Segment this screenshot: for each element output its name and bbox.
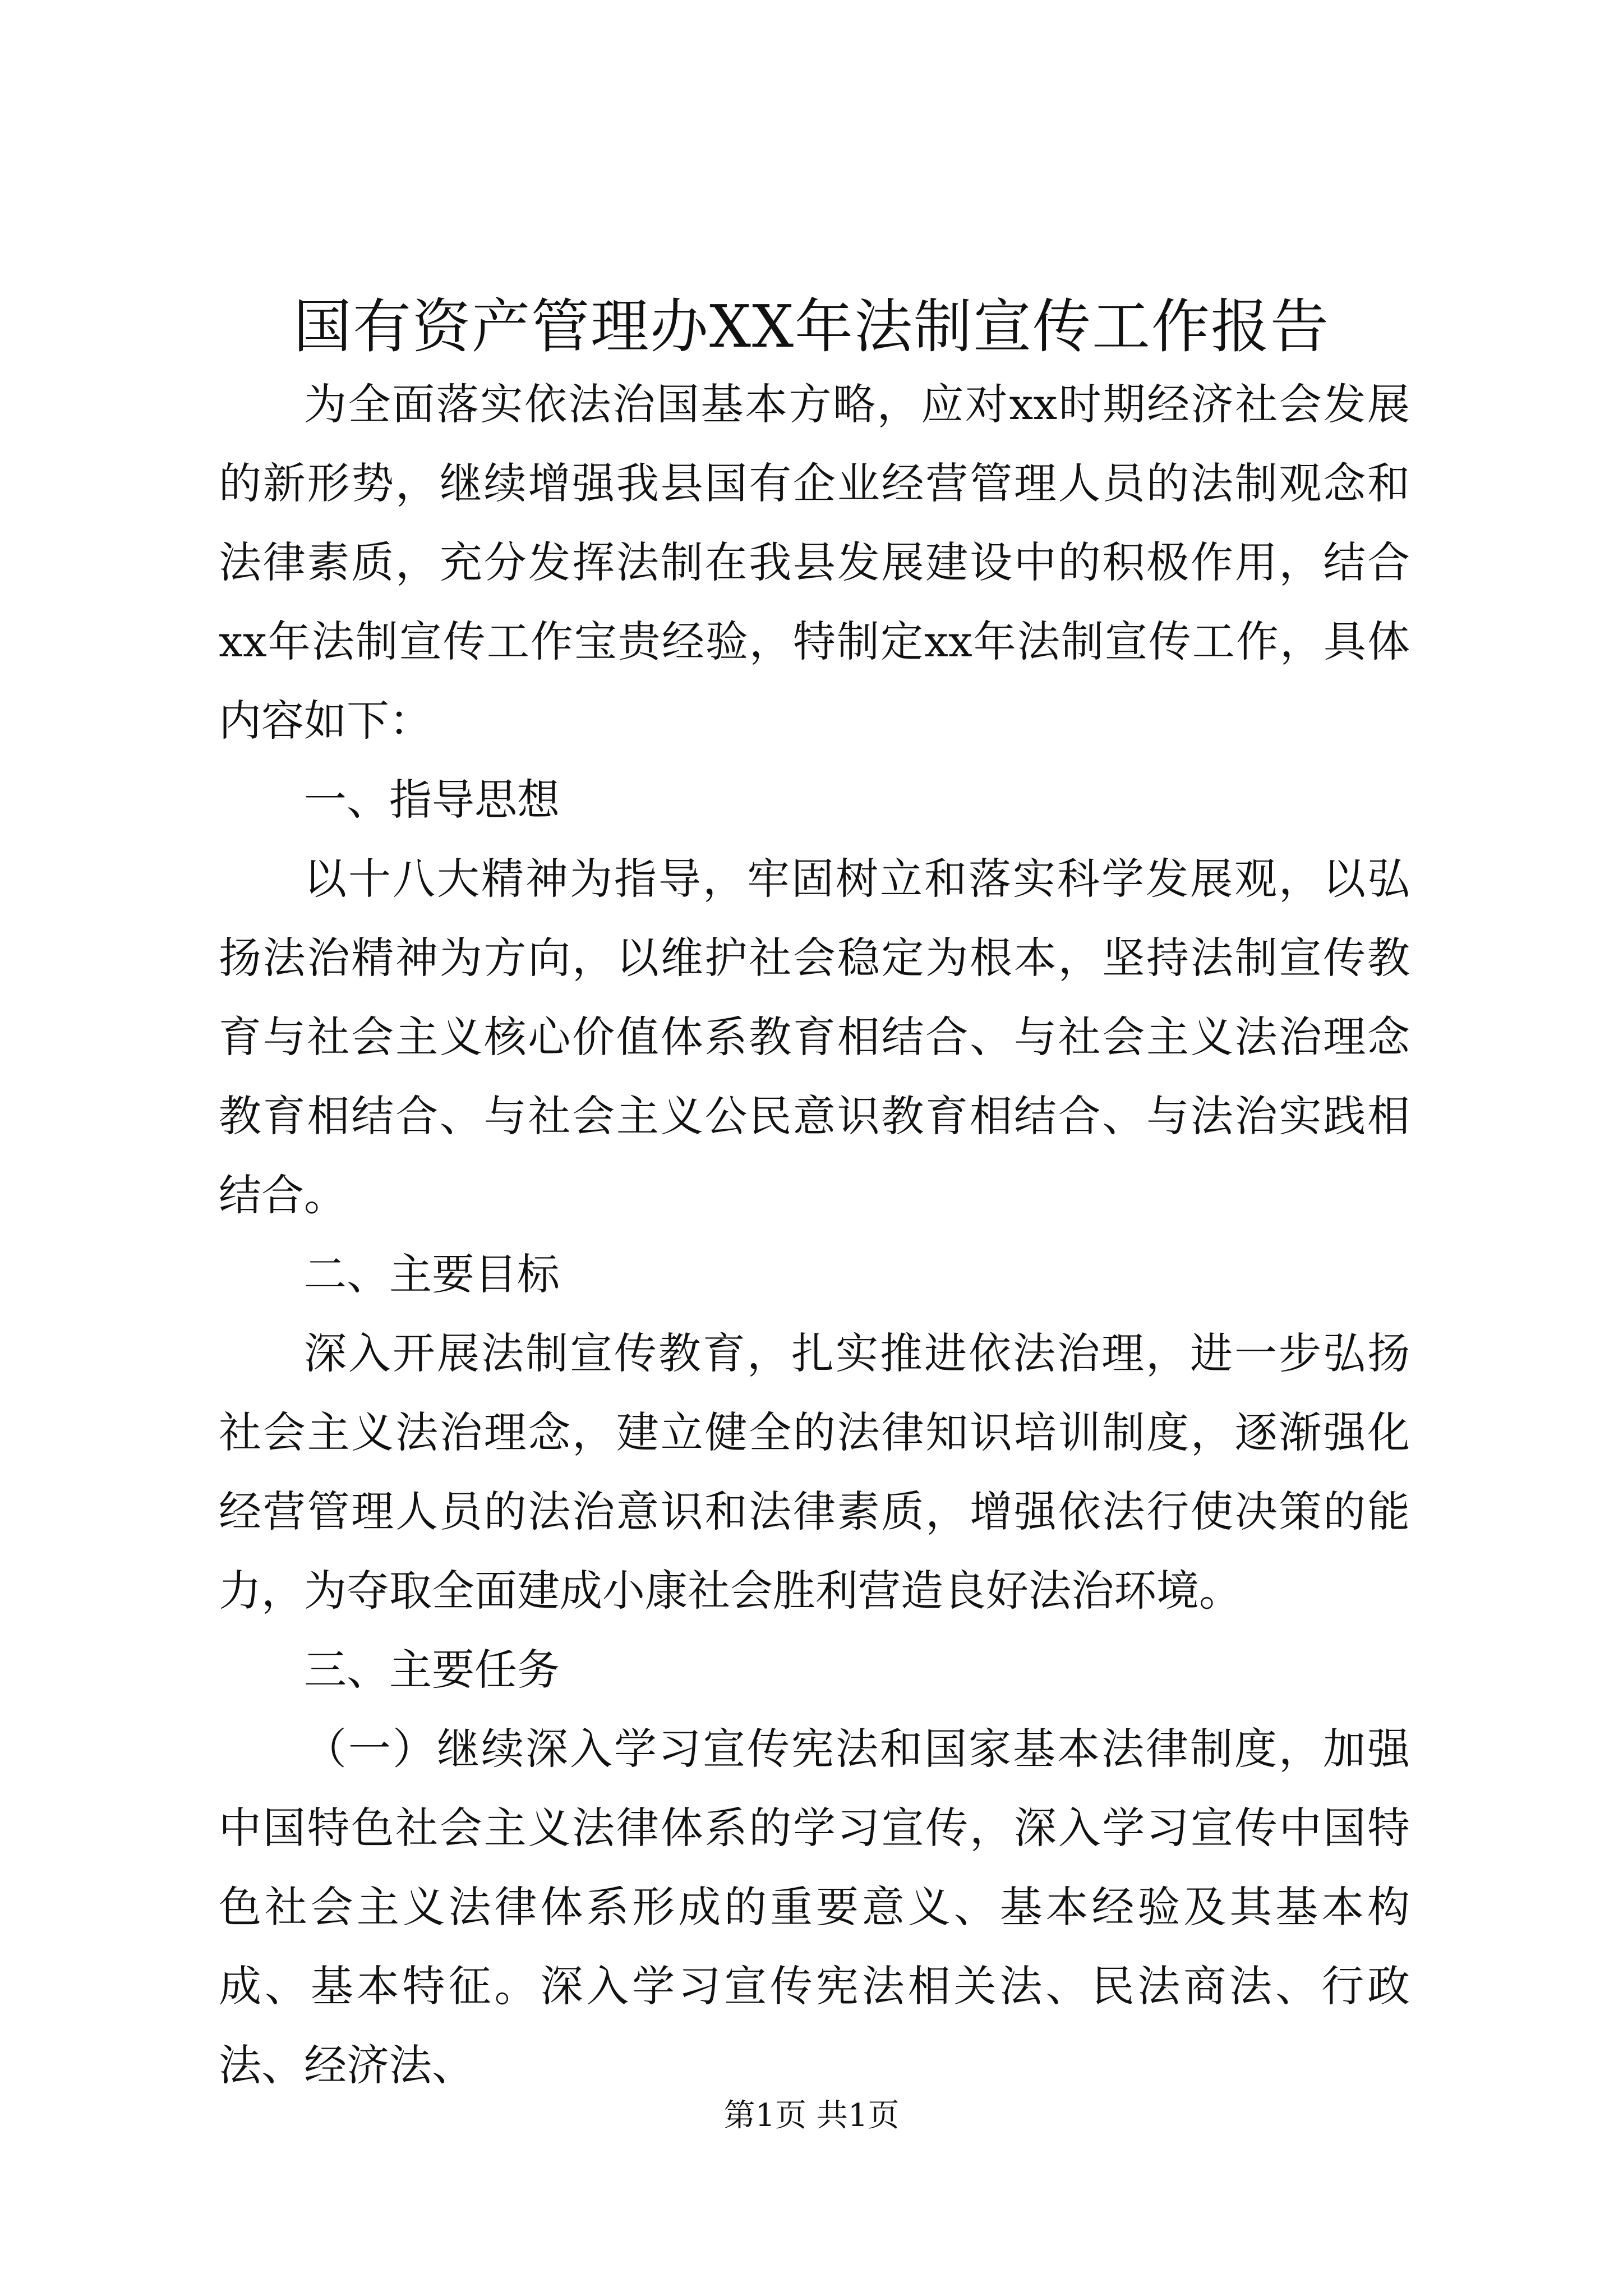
- section-paragraph-main-goals: 深入开展法制宣传教育，扎实推进依法治理，进一步弘扬社会主义法治理念，建立健全的法律知识培训制度，逐渐强化经营管理人员的法治意识和法律素质，增强依法行使决策的能力，为夺取全面建成小康社会胜利营造良好法治环境。: [219, 1328, 1410, 1616]
- page-footer: 第1页 共1页: [723, 2097, 900, 2134]
- intro-paragraph: 为全面落实依法治国基本方略，应对xx时期经济社会发展的新形势，继续增强我县国有企业经营管理人员的法制观念和法律素质，充分发挥法制在我县发展建设中的积极作用，结合xx年法制宣传工作宝贵经验，特制定xx年法制宣传工作，具体内容如下：: [219, 379, 1410, 746]
- document-body: [219, 365, 1410, 2105]
- section-heading-main-goals: 二、主要目标: [304, 1249, 560, 1299]
- document-title: 国有资产管理办XX年法制宣传工作报告: [293, 292, 1330, 361]
- section-heading-guiding-ideology: 一、指导思想: [304, 775, 560, 825]
- section-heading-main-tasks: 三、主要任务: [304, 1645, 560, 1695]
- task-item-1-paragraph: （一）继续深入学习宣传宪法和国家基本法律制度，加强中国特色社会主义法律体系的学习宣传，深入学习宣传中国特色社会主义法律体系形成的重要意义、基本经验及其基本构成、基本特征。深入学习宣传宪法相关法、民法商法、行政法、经济法、: [219, 1724, 1410, 2090]
- section-paragraph-guiding-ideology: 以十八大精神为指导，牢固树立和落实科学发展观，以弘扬法治精神为方向，以维护社会稳定为根本，坚持法制宣传教育与社会主义核心价值体系教育相结合、与社会主义法治理念教育相结合、与社会主义公民意识教育相结合、与法治实践相结合。: [219, 854, 1410, 1220]
